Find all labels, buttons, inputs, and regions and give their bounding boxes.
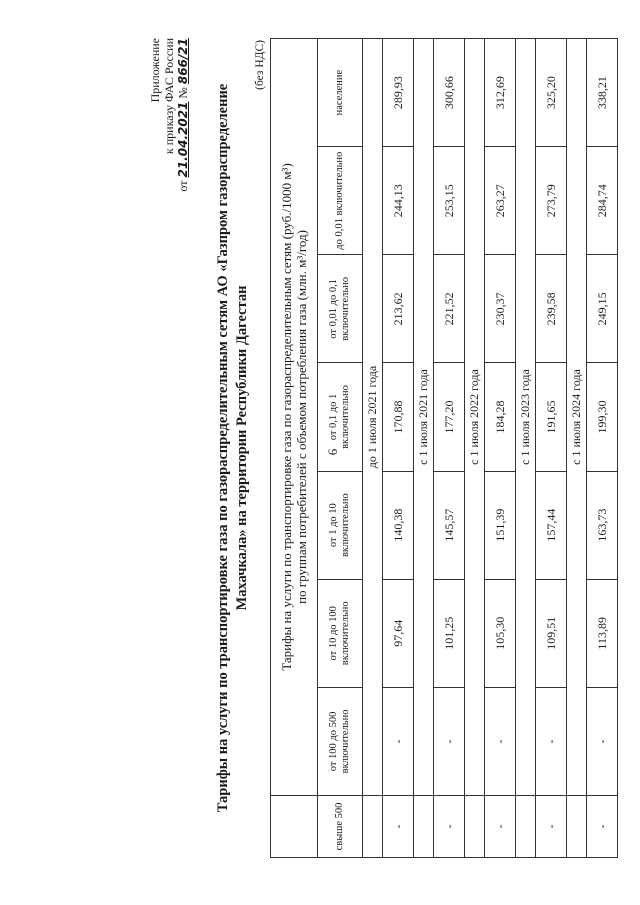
column-header-4: от 0,1 до 1 включительно [318,363,363,471]
tariff-cell: 109,51 [536,579,567,687]
period-empty-cell [567,796,587,858]
column-header-3: от 1 до 10 включительно [318,471,363,579]
tariff-row [485,39,516,858]
number-sign: № [176,87,190,99]
order-date: 21.04.2021 [176,101,190,178]
tariff-cell: - [434,687,465,795]
caption-row [271,39,318,858]
column-header-2: от 10 до 100 включительно [318,579,363,687]
tariff-cell: 101,25 [434,579,465,687]
tariff-cell: 325,20 [536,39,567,147]
tariff-cell: 170,88 [383,363,414,471]
title-line2: Махачкала» на территории Республики Дагестан [234,285,250,611]
column-header-6: до 0,01 включительно [318,147,363,255]
appendix-block [148,38,190,192]
title-line1: Тарифы на услуги по транспортировке газа по газораспределительным сетям АО «Газпром газораспределение [215,83,231,813]
caption-empty-cell [271,796,318,858]
header-row [318,39,363,858]
appendix-line2: к приказу ФАС России [162,38,176,155]
order-number: 866/21 [176,38,190,85]
column-header-5: от 0,01 до 0,1 включительно [318,255,363,363]
tariff-cell: 273,79 [536,147,567,255]
period-label: с 1 июля 2024 года [567,39,587,796]
tariff-cell: 105,30 [485,579,516,687]
period-label: до 1 июля 2021 года [363,39,383,796]
tariff-cell: 140,38 [383,471,414,579]
tariff-cell: 184,28 [485,363,516,471]
period-row [516,39,536,858]
column-header-7: население [318,39,363,147]
tariff-cell: - [536,687,567,795]
rotated-page [148,38,609,858]
tariff-cell: 97,64 [383,579,414,687]
period-label: с 1 июля 2023 года [516,39,536,796]
column-header-0: свыше 500 [318,796,363,858]
tariff-cell: - [485,687,516,795]
tariff-cell: 289,93 [383,39,414,147]
caption-line1: Тарифы на услуги по транспортировке газа по газораспределительным сетям (руб./1000 м³) [279,163,294,671]
tariff-cell: 249,15 [587,255,618,363]
column-header-1: от 100 до 500 включительно [318,687,363,795]
tariff-row [587,39,618,858]
tariff-cell: - [536,796,567,858]
tariff-cell: 163,73 [587,471,618,579]
tariff-cell: - [383,796,414,858]
tariff-row [536,39,567,858]
tariff-cell: 253,15 [434,147,465,255]
tariff-cell: 145,57 [434,471,465,579]
period-empty-cell [414,796,434,858]
tariff-cell: - [434,796,465,858]
period-row [363,39,383,858]
tariff-row [383,39,414,858]
appendix-line3 [176,38,190,192]
period-empty-cell [363,796,383,858]
tariff-cell: - [587,796,618,858]
tariff-cell: 244,13 [383,147,414,255]
period-empty-cell [465,796,485,858]
tariff-cell: 151,39 [485,471,516,579]
period-empty-cell [516,796,536,858]
period-row [567,39,587,858]
tariff-cell: 230,37 [485,255,516,363]
document-title [214,38,252,858]
period-label: с 1 июля 2021 года [414,39,434,796]
tariff-cell: 213,62 [383,255,414,363]
tariff-row [434,39,465,858]
tariff-cell: 338,21 [587,39,618,147]
vat-note: (без НДС) [254,40,266,90]
caption-line2: по группам потребителей с объемом потребления газа (млн. м³/год) [294,230,309,604]
tariff-cell: 284,74 [587,147,618,255]
appendix-line1: Приложение [148,38,162,103]
tariff-cell: - [485,796,516,858]
tariff-cell: 191,65 [536,363,567,471]
tariff-table [270,38,618,858]
tariff-cell: 157,44 [536,471,567,579]
tariff-cell: 239,58 [536,255,567,363]
appendix-from: от [176,180,190,192]
period-row [414,39,434,858]
tariff-cell: 113,89 [587,579,618,687]
tariff-cell: 263,27 [485,147,516,255]
tariff-cell: 312,69 [485,39,516,147]
tariff-cell: 177,20 [434,363,465,471]
table-caption [271,39,318,796]
tariff-cell: - [587,687,618,795]
period-row [465,39,485,858]
period-label: с 1 июля 2022 года [465,39,485,796]
tariff-cell: - [383,687,414,795]
page-number: 6 [325,448,340,456]
tariff-cell: 221,52 [434,255,465,363]
tariff-cell: 300,66 [434,39,465,147]
tariff-cell: 199,30 [587,363,618,471]
